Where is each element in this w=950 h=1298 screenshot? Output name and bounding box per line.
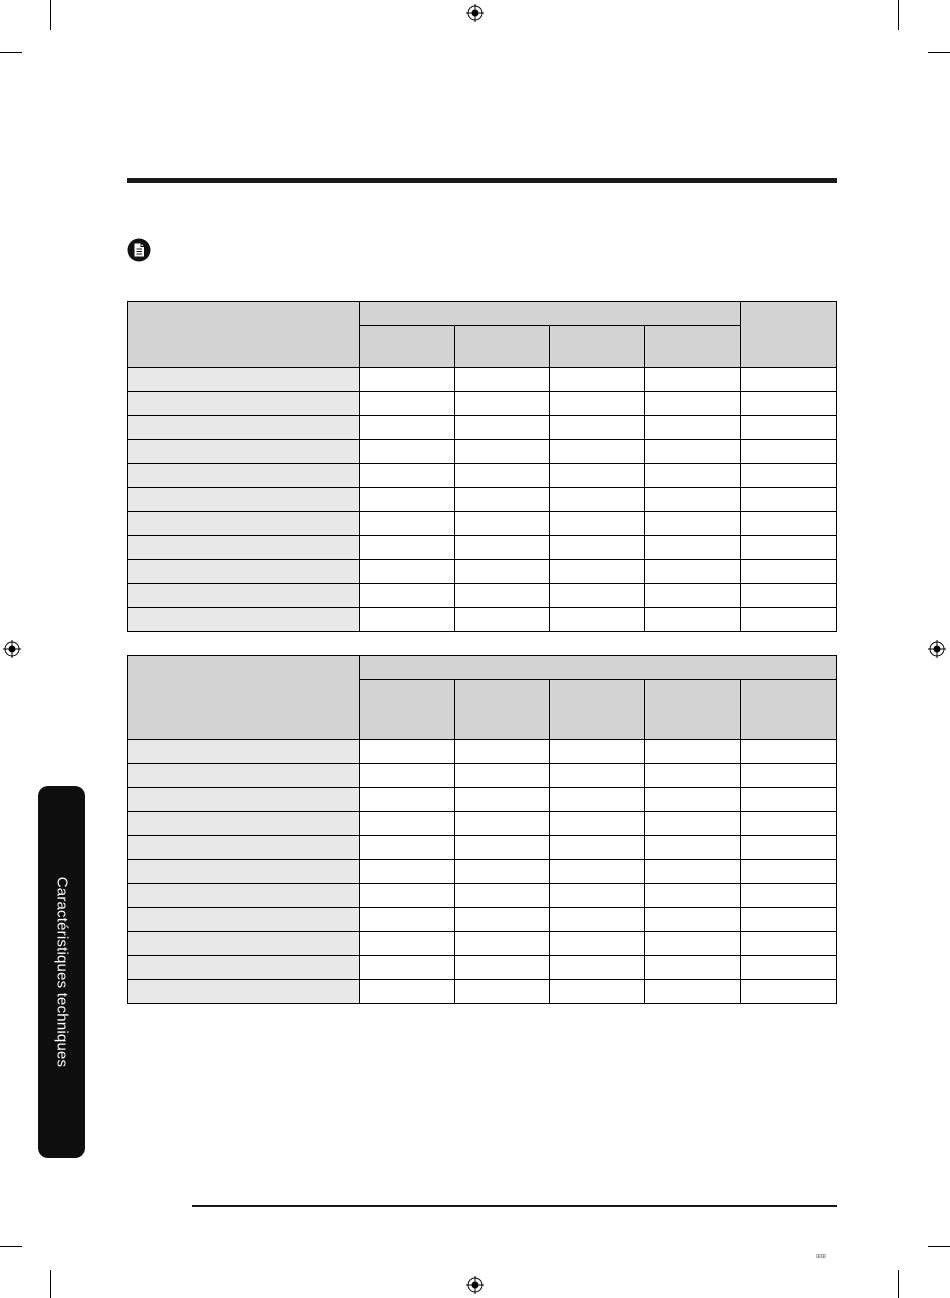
value-cell — [645, 560, 741, 584]
header-group-cell — [360, 656, 837, 680]
value-cell — [455, 812, 550, 836]
header-cell — [128, 302, 360, 368]
value-cell — [360, 908, 455, 932]
value-cell — [550, 836, 645, 860]
value-cell — [360, 884, 455, 908]
value-cell — [741, 440, 837, 464]
value-cell — [360, 392, 455, 416]
value-cell — [360, 788, 455, 812]
value-cell — [741, 860, 837, 884]
value-cell — [360, 488, 455, 512]
table-row — [128, 932, 837, 956]
value-cell — [360, 584, 455, 608]
table-row — [128, 560, 837, 584]
value-cell — [741, 932, 837, 956]
value-cell — [455, 536, 550, 560]
value-cell — [741, 560, 837, 584]
value-cell — [645, 932, 741, 956]
header-rule — [127, 178, 837, 183]
value-cell — [455, 836, 550, 860]
row-label-cell — [128, 788, 360, 812]
value-cell — [645, 584, 741, 608]
value-cell — [360, 812, 455, 836]
value-cell — [455, 860, 550, 884]
registration-mark-top-icon — [466, 4, 484, 22]
value-cell — [550, 908, 645, 932]
header-cell — [741, 302, 837, 368]
crop-mark-bottom-left-v — [50, 1270, 51, 1298]
value-cell — [550, 536, 645, 560]
table-row — [128, 464, 837, 488]
table-row — [128, 836, 837, 860]
crop-mark-top-right-v — [898, 0, 899, 30]
value-cell — [645, 368, 741, 392]
row-label-cell — [128, 908, 360, 932]
value-cell — [645, 464, 741, 488]
spec-table-2 — [127, 655, 837, 1004]
row-label-cell — [128, 956, 360, 980]
row-label-cell — [128, 932, 360, 956]
value-cell — [455, 956, 550, 980]
table-row — [128, 608, 837, 632]
value-cell — [741, 488, 837, 512]
row-label-cell — [128, 980, 360, 1004]
value-cell — [550, 464, 645, 488]
table-row — [128, 488, 837, 512]
value-cell — [360, 932, 455, 956]
value-cell — [645, 860, 741, 884]
value-cell — [741, 740, 837, 764]
value-cell — [645, 836, 741, 860]
value-cell — [550, 932, 645, 956]
value-cell — [360, 836, 455, 860]
value-cell — [741, 788, 837, 812]
value-cell — [550, 980, 645, 1004]
value-cell — [645, 788, 741, 812]
value-cell — [550, 392, 645, 416]
registration-mark-bottom-icon — [466, 1276, 484, 1294]
row-label-cell — [128, 584, 360, 608]
row-label-cell — [128, 812, 360, 836]
value-cell — [741, 956, 837, 980]
value-cell — [645, 764, 741, 788]
row-label-cell — [128, 464, 360, 488]
value-cell — [550, 608, 645, 632]
value-cell — [360, 416, 455, 440]
value-cell — [455, 584, 550, 608]
table-row — [128, 584, 837, 608]
registration-mark-left-icon — [3, 640, 21, 658]
table-row — [128, 392, 837, 416]
value-cell — [455, 392, 550, 416]
value-cell — [741, 608, 837, 632]
crop-mark-top-left-h — [0, 52, 22, 53]
value-cell — [455, 488, 550, 512]
value-cell — [455, 440, 550, 464]
subheader-cell — [550, 680, 645, 740]
footer-rule — [192, 1205, 837, 1207]
value-cell — [360, 440, 455, 464]
note-icon — [127, 238, 151, 262]
value-cell — [645, 908, 741, 932]
value-cell — [550, 488, 645, 512]
value-cell — [360, 536, 455, 560]
value-cell — [550, 884, 645, 908]
crop-mark-bottom-left-h — [0, 1246, 22, 1247]
value-cell — [645, 980, 741, 1004]
value-cell — [550, 860, 645, 884]
table-header-row — [128, 302, 837, 326]
table-row — [128, 440, 837, 464]
row-label-cell — [128, 440, 360, 464]
value-cell — [550, 812, 645, 836]
side-tab-label: Caractéristiques techniques — [53, 876, 70, 1068]
value-cell — [550, 956, 645, 980]
row-label-cell — [128, 740, 360, 764]
value-cell — [455, 368, 550, 392]
value-cell — [550, 512, 645, 536]
subheader-cell — [645, 680, 741, 740]
value-cell — [645, 956, 741, 980]
value-cell — [360, 464, 455, 488]
value-cell — [455, 416, 550, 440]
value-cell — [741, 908, 837, 932]
value-cell — [741, 980, 837, 1004]
row-label-cell — [128, 860, 360, 884]
value-cell — [645, 512, 741, 536]
subheader-cell — [360, 680, 455, 740]
page-code: ⊞⊞ — [816, 1254, 827, 1260]
value-cell — [550, 788, 645, 812]
header-group-cell — [360, 302, 741, 326]
row-label-cell — [128, 608, 360, 632]
value-cell — [455, 560, 550, 584]
row-label-cell — [128, 368, 360, 392]
subheader-cell — [645, 326, 741, 368]
value-cell — [455, 980, 550, 1004]
table-row — [128, 812, 837, 836]
row-label-cell — [128, 884, 360, 908]
table-row — [128, 980, 837, 1004]
value-cell — [550, 764, 645, 788]
value-cell — [550, 368, 645, 392]
row-label-cell — [128, 512, 360, 536]
table-row — [128, 764, 837, 788]
value-cell — [455, 608, 550, 632]
value-cell — [550, 584, 645, 608]
crop-mark-top-left-v — [50, 0, 51, 30]
table-row — [128, 536, 837, 560]
crop-mark-bottom-right-v — [898, 1270, 899, 1298]
table-row — [128, 860, 837, 884]
row-label-cell — [128, 536, 360, 560]
value-cell — [360, 740, 455, 764]
value-cell — [741, 368, 837, 392]
value-cell — [645, 392, 741, 416]
value-cell — [645, 812, 741, 836]
value-cell — [550, 740, 645, 764]
table-row — [128, 956, 837, 980]
value-cell — [741, 836, 837, 860]
value-cell — [741, 584, 837, 608]
value-cell — [360, 608, 455, 632]
value-cell — [741, 764, 837, 788]
row-label-cell — [128, 560, 360, 584]
table-row — [128, 788, 837, 812]
row-label-cell — [128, 416, 360, 440]
value-cell — [360, 764, 455, 788]
value-cell — [645, 488, 741, 512]
value-cell — [455, 884, 550, 908]
value-cell — [455, 932, 550, 956]
value-cell — [550, 560, 645, 584]
table-row — [128, 416, 837, 440]
table-row — [128, 512, 837, 536]
value-cell — [360, 980, 455, 1004]
value-cell — [645, 440, 741, 464]
value-cell — [645, 608, 741, 632]
table-row — [128, 908, 837, 932]
value-cell — [360, 860, 455, 884]
value-cell — [360, 512, 455, 536]
value-cell — [741, 416, 837, 440]
value-cell — [645, 416, 741, 440]
value-cell — [455, 464, 550, 488]
crop-mark-bottom-right-h — [928, 1246, 950, 1247]
value-cell — [360, 560, 455, 584]
value-cell — [455, 788, 550, 812]
subheader-cell — [455, 326, 550, 368]
table-row — [128, 740, 837, 764]
subheader-cell — [455, 680, 550, 740]
value-cell — [741, 512, 837, 536]
value-cell — [455, 740, 550, 764]
value-cell — [741, 536, 837, 560]
value-cell — [455, 764, 550, 788]
subheader-cell — [741, 680, 837, 740]
value-cell — [455, 908, 550, 932]
value-cell — [645, 884, 741, 908]
header-cell — [128, 656, 360, 740]
value-cell — [741, 392, 837, 416]
subheader-cell — [360, 326, 455, 368]
value-cell — [741, 884, 837, 908]
value-cell — [550, 416, 645, 440]
crop-mark-top-right-h — [928, 52, 950, 53]
value-cell — [550, 440, 645, 464]
value-cell — [645, 740, 741, 764]
row-label-cell — [128, 836, 360, 860]
row-label-cell — [128, 392, 360, 416]
spec-table-1 — [127, 301, 837, 632]
row-label-cell — [128, 764, 360, 788]
value-cell — [455, 512, 550, 536]
value-cell — [741, 464, 837, 488]
table-row — [128, 884, 837, 908]
value-cell — [360, 368, 455, 392]
registration-mark-right-icon — [928, 640, 946, 658]
row-label-cell — [128, 488, 360, 512]
value-cell — [645, 536, 741, 560]
subheader-cell — [550, 326, 645, 368]
section-side-tab — [38, 786, 85, 1158]
table-header-row — [128, 656, 837, 680]
table-row — [128, 368, 837, 392]
value-cell — [360, 956, 455, 980]
value-cell — [741, 812, 837, 836]
